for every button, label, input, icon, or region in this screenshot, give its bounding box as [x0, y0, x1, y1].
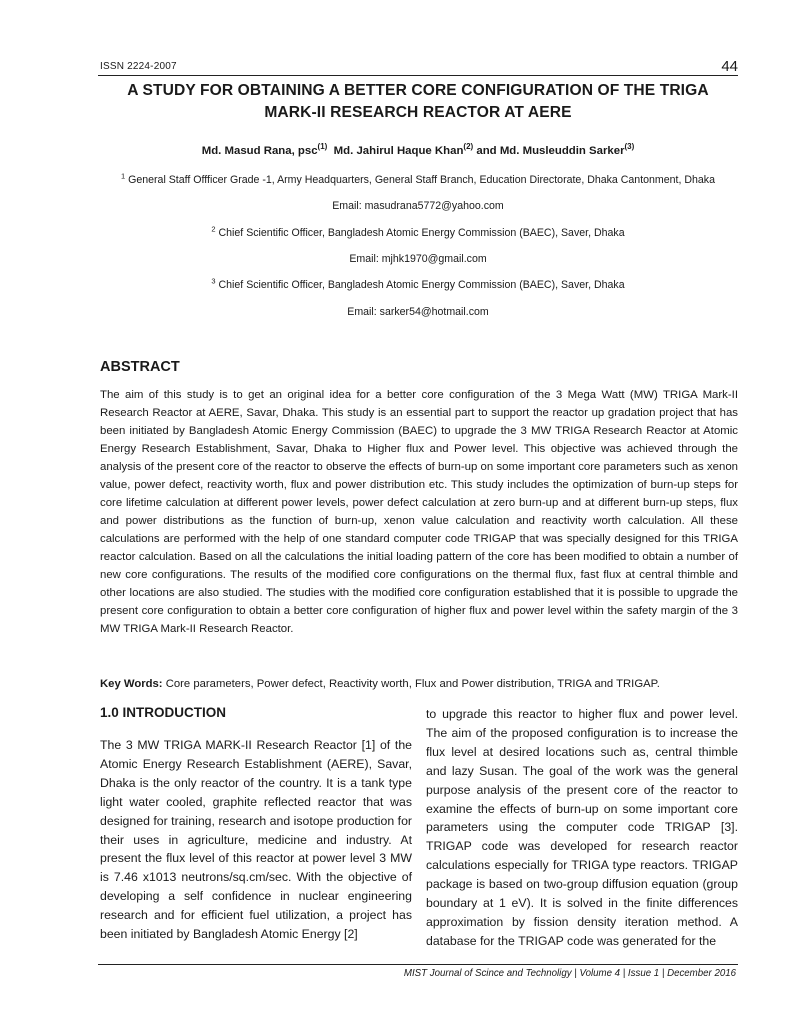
affiliation-1-email: Email: masudrana5772@yahoo.com: [332, 200, 504, 212]
author-line: [100, 142, 736, 157]
title-line-1: A STUDY FOR OBTAINING A BETTER CORE CONFIGURATION OF THE TRIGA: [127, 82, 709, 99]
affiliation-3-marker: 3: [211, 276, 216, 286]
header-rule: [98, 75, 738, 76]
affiliation-2-email: Email: mjhk1970@gmail.com: [349, 253, 487, 265]
affiliation-3-text: Chief Scientific Officer, Bangladesh Atomic Energy Commission (BAEC), Saver, Dhaka: [218, 279, 625, 291]
affiliation-2-marker: 2: [211, 224, 216, 234]
introduction-heading: 1.0 INTRODUCTION: [100, 705, 227, 720]
affiliation-1: [100, 171, 736, 186]
introduction-right-column: to upgrade this reactor to higher flux and power level. The aim of the proposed configuration is to increase the flux level at desired locations such as, central thimble and lazy Susan. The goal of the work was the general purpose analysis of the present core of the reactor to examine the effects of burn-up on some important core parameters using the computer code TRIGAP [3]. TRIGAP code was developed for research reactor calculations especially for TRIGA type reactors. TRIGAP package is based on two-group diffusion equation (group boundary at 1 eV). It is solved in the finite differences approximation by fission density iteration method. A database for the TRIGAP code was generated for the: [426, 707, 738, 948]
issn-header: ISSN 2224-2007: [100, 61, 177, 72]
author-3-marker: (3): [624, 142, 635, 152]
affiliation-1-text: General Staff Offficer Grade -1, Army Headquarters, General Staff Branch, Education Directorate, Dhaka Cantonment, Dhaka: [128, 174, 715, 186]
affiliation-3: [100, 276, 736, 291]
abstract-body: The aim of this study is to get an original idea for a better core configuration of the 3 Mega Watt (MW) TRIGA Mark-II Research Reactor at AERE, Savar, Dhaka. This study is an essential part to support the reactor up gradation project that has been initiated by Bangladesh Atomic Energy Commission (BAEC) to upgrade the 3 MW TRIGA Research Reactor at Atomic Energy Research Establishment, Savar, Dhaka to Higher flux and Power level. This objective was achieved through the analysis of the present core of the reactor to observe the effects of burn-up on some important core parameters such as xenon value, power defect, reactivity worth, flux and power distribution etc. This study includes the optimization of burn-up steps for core lifetime calculation at different power levels, power defect calculation at zero burn-up and at different burn-up steps, flux and power distributions as the function of burn-up, xenon value calculation and reactivity worth calculation. All these calculations are performed with the help of one standard computer code TRIGAP that was specially designed for this TRIGA reactor calculation. Based on all the calculations the initial loading pattern of the core has been modified to obtain a number of new core configurations. The results of the modified core configurations on the thermal flux, fast flux at central thimble and other locations are also studied. The studies with the modified core configuration established that it is possible to upgrade the present core configuration to obtain a better core configuration of higher flux and power level within the safety margin of the 3 MW TRIGA Mark-II Research Reactor.: [100, 389, 738, 635]
affiliation-2: [100, 224, 736, 239]
affiliation-3-email: Email: sarker54@hotmail.com: [347, 306, 489, 318]
author-conjunction: and: [476, 145, 497, 157]
author-2-marker: (2): [463, 142, 474, 152]
paper-title: [100, 80, 736, 124]
author-2: Md. Jahirul Haque Khan: [333, 145, 464, 157]
journal-footer: MIST Journal of Scince and Technoligy | Volume 4 | Issue 1 | December 2016: [403, 968, 736, 979]
affiliation-1-marker: 1: [120, 171, 126, 181]
introduction-left-column: The 3 MW TRIGA MARK-II Research Reactor [1] of the Atomic Energy Research Establishment (AERE), Savar, Dhaka is the only reactor of the country. It is a tank type light water cooled, graphite reflected reactor that was designed for training, research and isotope production for their uses in agriculture, medicine and industry. At present the flux level of this reactor at power level 3 MW is 7.46 x1013 neutrons/sq.cm/sec. With the objective of developing a self confidence in nuclear engineering research and for efficient fuel utilization, a project has been initiated by Bangladesh Atomic Energy [2]: [100, 738, 412, 942]
author-1-marker: (1): [317, 142, 328, 152]
footer-rule: [98, 964, 738, 965]
keywords: [100, 678, 740, 690]
title-line-2: MARK-II RESEARCH REACTOR AT AERE: [264, 104, 572, 121]
affiliation-2-text: Chief Scientific Officer, Bangladesh Atomic Energy Commission (BAEC), Saver, Dhaka: [218, 227, 625, 239]
page-number: 44: [721, 58, 738, 75]
author-1: Md. Masud Rana, psc: [201, 145, 318, 157]
abstract-heading: ABSTRACT: [100, 359, 180, 375]
keywords-label: Key Words:: [100, 678, 163, 690]
author-3: Md. Musleuddin Sarker: [499, 145, 625, 157]
keywords-text: Core parameters, Power defect, Reactivity worth, Flux and Power distribution, TRIGA and TRIGAP.: [165, 678, 660, 690]
